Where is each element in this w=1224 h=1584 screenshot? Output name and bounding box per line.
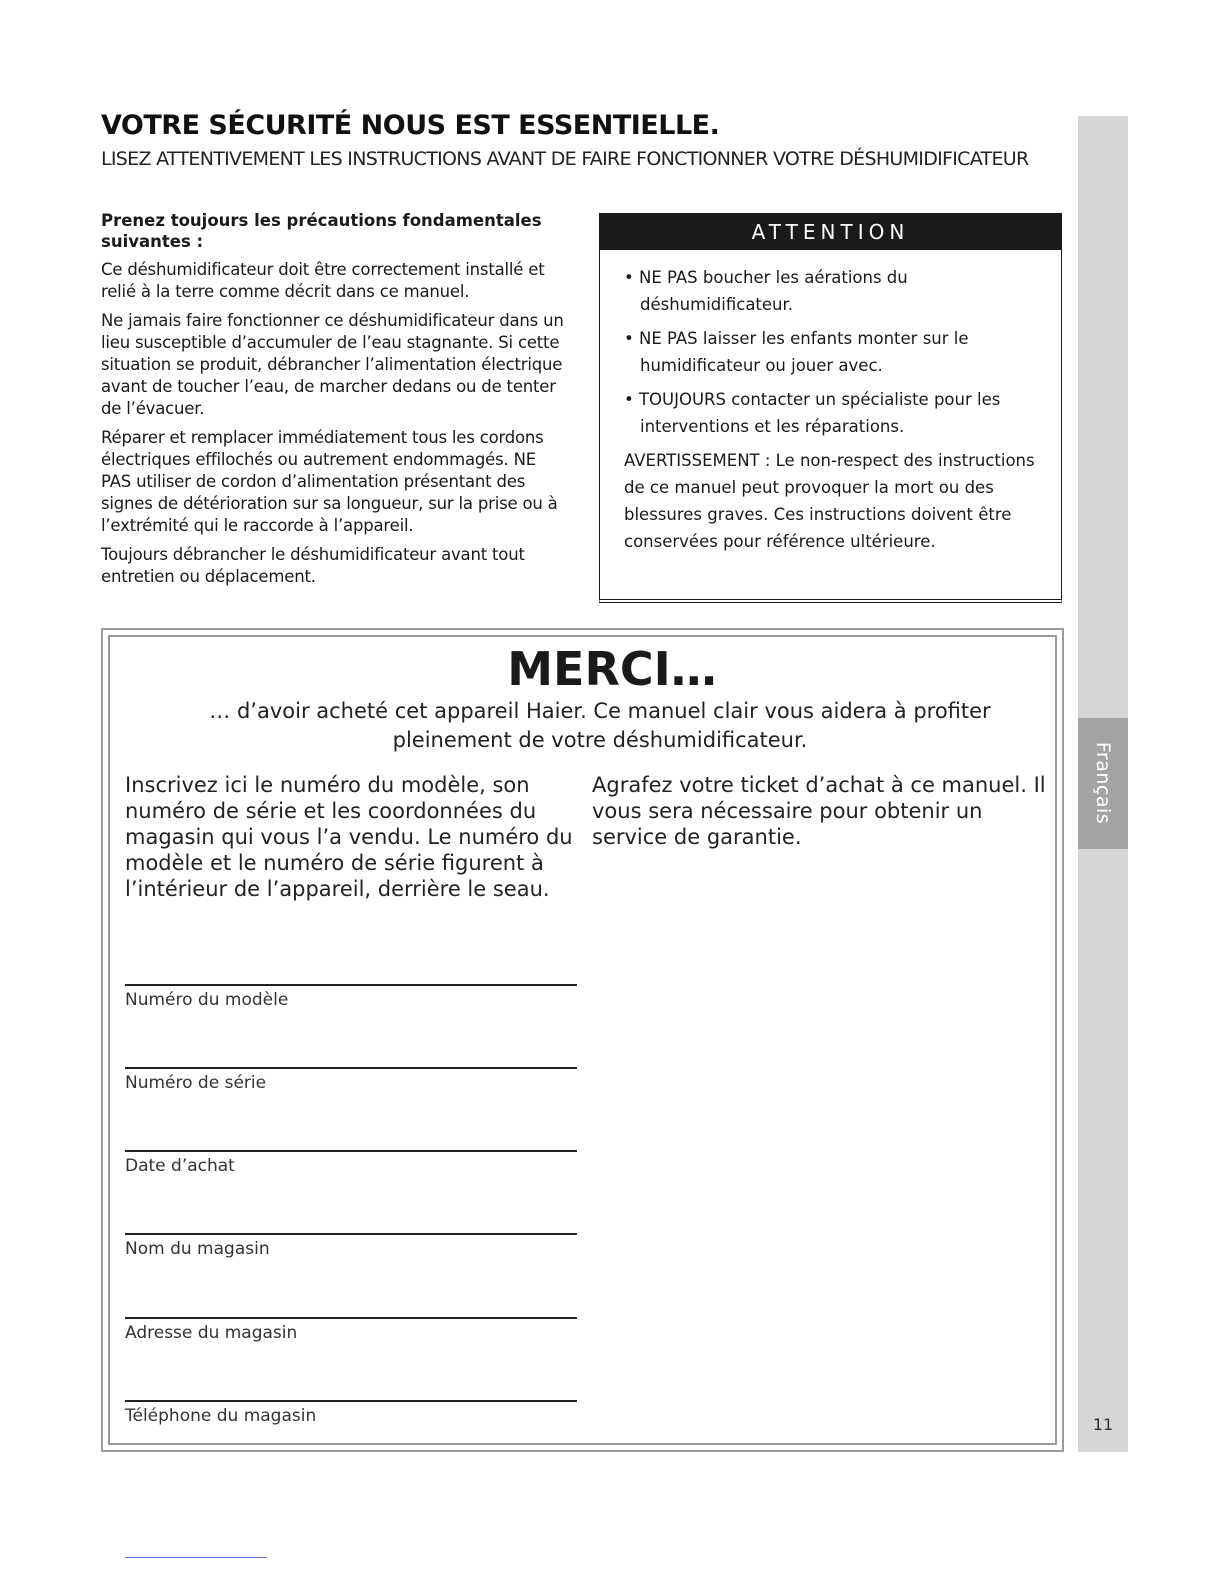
field-label: Adresse du magasin <box>125 1323 298 1343</box>
attention-item: • NE PAS boucher les aérations du déshumidificateur. <box>624 268 908 314</box>
field-label: Nom du magasin <box>125 1239 270 1259</box>
precaution-paragraph: Toujours débrancher le déshumidificateur avant tout entretien ou déplacement. <box>101 545 525 586</box>
field-line <box>125 1400 577 1402</box>
attention-list <box>600 264 1061 440</box>
model-number-field[interactable] <box>125 984 577 1010</box>
attention-item: • TOUJOURS contacter un spécialiste pour les interventions et les réparations. <box>624 390 1001 436</box>
receipt-instructions: Agrafez votre ticket d’achat à ce manuel. Il vous sera nécessaire pour obtenir un service de garantie. <box>592 773 1046 849</box>
page-number: 11 <box>1092 1415 1114 1434</box>
precaution-paragraph: Ne jamais faire fonctionner ce déshumidificateur dans un lieu susceptible d’accumuler de l’eau stagnante. Si cette situation se produit, débrancher l’alimentation électrique avant de toucher l’eau, de marcher dedans ou de tenter de l’évacuer. <box>101 311 564 418</box>
field-line <box>125 1150 577 1152</box>
attention-header: ATTENTION <box>600 214 1061 250</box>
footer-underline <box>125 1557 267 1558</box>
page-title: VOTRE SÉCURITÉ NOUS EST ESSENTIELLE. <box>101 110 720 141</box>
store-address-field[interactable] <box>125 1317 577 1343</box>
language-tab-label: Français <box>1092 741 1114 825</box>
field-line <box>125 984 577 986</box>
field-label: Date d’achat <box>125 1156 235 1176</box>
field-line <box>125 1067 577 1069</box>
store-phone-field[interactable] <box>125 1400 577 1426</box>
precautions-heading: Prenez toujours les précautions fondamentales suivantes : <box>101 211 542 251</box>
field-label: Téléphone du magasin <box>125 1406 317 1426</box>
precautions-section <box>101 210 571 595</box>
field-label: Numéro de série <box>125 1073 267 1093</box>
attention-box <box>599 213 1062 603</box>
attention-warning: AVERTISSEMENT : Le non-respect des instructions de ce manuel peut provoquer la mort ou des blessures graves. Ces instructions doivent être conservées pour référence ultérieure. <box>624 451 1035 551</box>
field-line <box>125 1317 577 1319</box>
store-name-field[interactable] <box>125 1233 577 1259</box>
field-line <box>125 1233 577 1235</box>
attention-item: • NE PAS laisser les enfants monter sur le humidificateur ou jouer avec. <box>624 329 969 375</box>
register-instructions: Inscrivez ici le numéro du modèle, son numéro de série et les coordonnées du magasin qui vous l’a vendu. Le numéro du modèle et le numéro de série figurent à l’intérieur de l’appareil, derrière le seau. <box>125 773 573 901</box>
precaution-paragraph: Réparer et remplacer immédiatement tous les cordons électriques effilochés ou autrement endommagés. NE PAS utiliser de cordon d’alimentation présentant des signes de détérioration sur sa longueur, sur la prise ou à l’extrémité qui le raccorde à l’appareil. <box>101 428 558 535</box>
page-subtitle: LISEZ ATTENTIVEMENT LES INSTRUCTIONS AVANT DE FAIRE FONCTIONNER VOTRE DÉSHUMIDIFICATEUR <box>101 148 1029 170</box>
serial-number-field[interactable] <box>125 1067 577 1093</box>
merci-subtitle: … d’avoir acheté cet appareil Haier. Ce manuel clair vous aidera à profiter pleinement de votre déshumidificateur. <box>209 699 991 752</box>
field-label: Numéro du modèle <box>125 990 289 1010</box>
purchase-date-field[interactable] <box>125 1150 577 1176</box>
merci-title: MERCI… <box>507 642 717 696</box>
precaution-paragraph: Ce déshumidificateur doit être correctement installé et relié à la terre comme décrit dans ce manuel. <box>101 260 545 301</box>
